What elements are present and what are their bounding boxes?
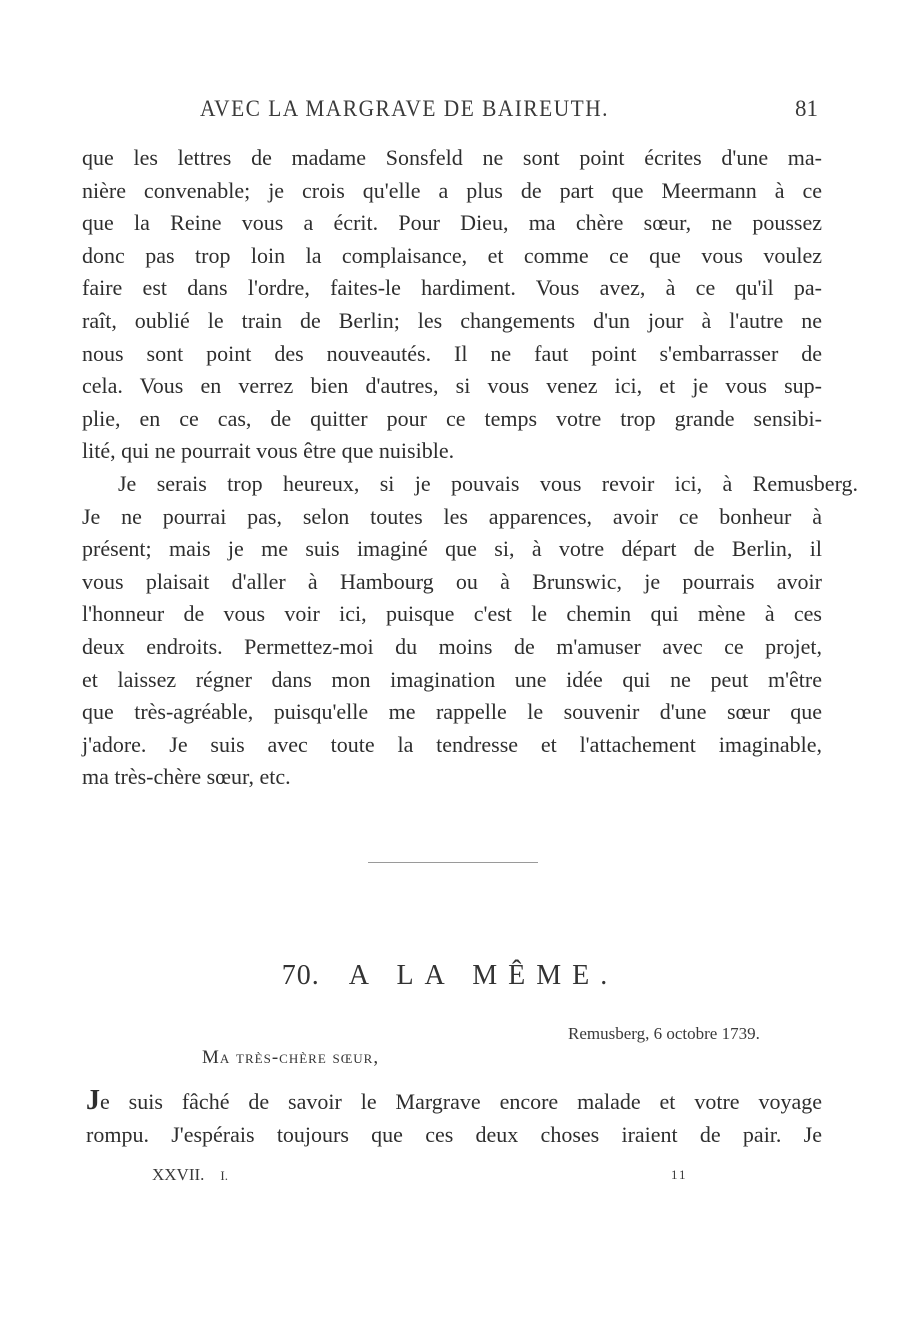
letter-number: 70. xyxy=(281,960,320,991)
running-title: AVEC LA MARGRAVE DE BAIREUTH. xyxy=(200,96,609,121)
text-line: Je serais trop heureux, si je pouvais vous revoir ici, à Remusberg. xyxy=(118,471,858,496)
text-line: présent; mais je me suis imaginé que si, à votre départ de Berlin, il xyxy=(82,536,822,562)
salutation: Ma très-chère sœur, xyxy=(202,1047,380,1068)
signature-number: 11 xyxy=(671,1167,688,1182)
text-line: que très-agréable, puisqu'elle me rappelle le souvenir d'une sœur que xyxy=(82,699,822,725)
text-line: que la Reine vous a écrit. Pour Dieu, ma chère sœur, ne poussez xyxy=(82,210,822,236)
text-line: nière convenable; je crois qu'elle a plus de part que Meermann à ce xyxy=(82,177,822,203)
paragraph-continued xyxy=(82,142,822,468)
text-line: deux endroits. Permettez-moi du moins de m'amuser avec ce projet, xyxy=(82,633,822,659)
text-line: donc pas trop loin la complaisance, et comme ce que vous voulez xyxy=(82,242,822,268)
part-signature: I. xyxy=(220,1168,228,1183)
volume-signature: XXVII. xyxy=(152,1165,205,1184)
text-line: lité, qui ne pourrait vous être que nuisible. xyxy=(82,438,455,464)
drop-cap: J xyxy=(86,1085,100,1116)
text-line: faire est dans l'ordre, faites-le hardiment. Vous avez, à ce qu'il pa- xyxy=(82,275,822,301)
text-line: ma très-chère sœur, etc. xyxy=(82,764,291,790)
text-line: cela. Vous en verrez bien d'autres, si vous venez ici, et je vous sup- xyxy=(82,373,822,399)
printer-signature xyxy=(152,1165,228,1185)
text-line-rest: e suis fâché de savoir le Margrave encore malade et votre voyage xyxy=(100,1089,822,1114)
paragraph-closing xyxy=(82,468,858,794)
page-number: 81 xyxy=(795,96,818,121)
text-line: et laissez régner dans mon imagination une idée qui ne peut m'être xyxy=(82,666,822,692)
text-line: que les lettres de madame Sonsfeld ne sont point écrites d'une ma- xyxy=(82,145,822,170)
letter-heading xyxy=(0,960,900,992)
text-line: raît, oublié le train de Berlin; les changements d'un jour à l'autre ne xyxy=(82,307,822,333)
text-line-first xyxy=(86,1086,822,1119)
letter-body xyxy=(86,1086,822,1151)
text-line: j'adore. Je suis avec toute la tendresse et l'attachement imaginable, xyxy=(82,731,822,757)
section-divider xyxy=(368,862,538,863)
text-line: nous sont point des nouveautés. Il ne faut point s'embarrasser de xyxy=(82,340,822,366)
text-line: rompu. J'espérais toujours que ces deux choses iraient de pair. Je xyxy=(86,1121,822,1147)
dateline: Remusberg, 6 octobre 1739. xyxy=(568,1024,760,1043)
text-line: plie, en ce cas, de quitter pour ce temps votre trop grande sensibi- xyxy=(82,405,822,431)
text-line: Je ne pourrai pas, selon toutes les apparences, avoir ce bonheur à xyxy=(82,503,822,529)
letter-title: A LA MÊME. xyxy=(348,960,619,991)
running-head xyxy=(0,96,900,132)
text-line: l'honneur de vous voir ici, puisque c'est le chemin qui mène à ces xyxy=(82,601,822,627)
text-line: vous plaisait d'aller à Hambourg ou à Brunswic, je pourrais avoir xyxy=(82,568,822,594)
